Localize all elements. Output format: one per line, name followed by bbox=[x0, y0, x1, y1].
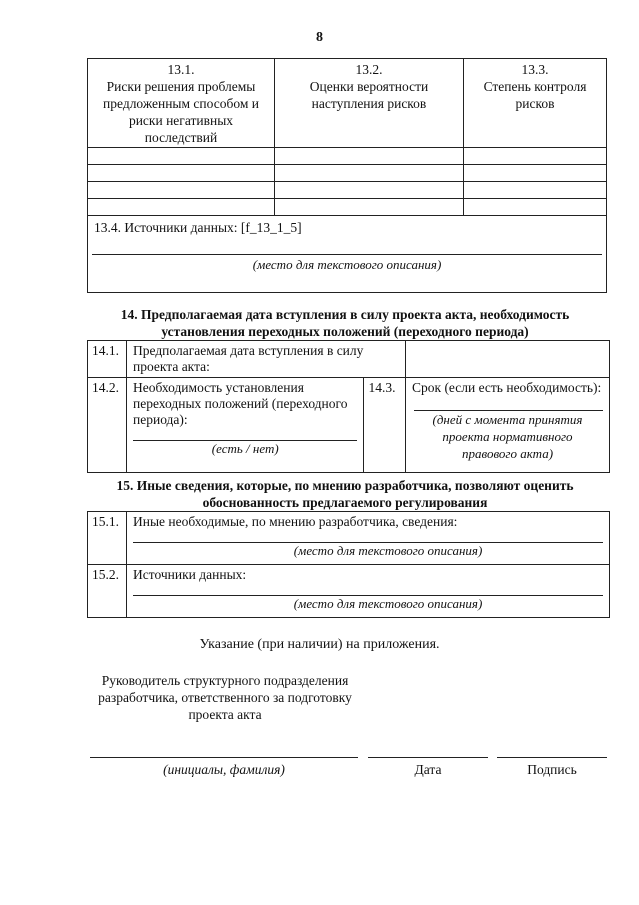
row-14-1-label: Предполагаемая дата вступления в силу проекта акта: bbox=[127, 341, 406, 378]
attachments-note: Указание (при наличии) на приложения. bbox=[199, 637, 440, 652]
row-14-2-label: Необходимость установления переходных положений (переходного периода): bbox=[133, 380, 348, 427]
term-input-line[interactable] bbox=[414, 396, 603, 411]
control-col-number: 13.3. bbox=[521, 62, 549, 77]
page-number: 8 bbox=[316, 30, 323, 45]
risks-col-header bbox=[88, 59, 275, 148]
control-col-title: Степень контроля рисков bbox=[483, 79, 587, 111]
table-cell[interactable] bbox=[88, 148, 275, 165]
table-row bbox=[88, 199, 607, 216]
table-row bbox=[88, 378, 610, 473]
name-signature-line[interactable] bbox=[90, 757, 358, 758]
row-14-2-number: 14.2. bbox=[88, 378, 127, 473]
row-15-2-label: Источники данных: bbox=[133, 567, 247, 582]
data-sources-cell bbox=[127, 565, 610, 618]
row-14-1-number: 14.1. bbox=[88, 341, 127, 378]
effective-date-table bbox=[87, 340, 610, 473]
other-info-input-line[interactable] bbox=[133, 530, 603, 543]
name-caption: (инициалы, фамилия) bbox=[163, 762, 285, 777]
row-14-3-label: Срок (если есть необходимость): bbox=[412, 380, 602, 395]
section-15-title: 15. Иные сведения, которые, по мнению разработчика, позволяют оценить обоснованность предлагаемого регулирования bbox=[116, 478, 574, 510]
table-row bbox=[88, 512, 610, 565]
sources-input-line[interactable] bbox=[92, 236, 602, 255]
risks-table bbox=[87, 58, 607, 293]
row-15-1-number: 15.1. bbox=[88, 512, 127, 565]
sign-caption: Подпись bbox=[527, 762, 577, 777]
table-cell[interactable] bbox=[88, 182, 275, 199]
data-sources-input-line[interactable] bbox=[133, 583, 603, 596]
row-15-1-label: Иные необходимые, по мнению разработчика, сведения: bbox=[133, 514, 458, 529]
table-cell[interactable] bbox=[464, 165, 607, 182]
other-info-placeholder: (место для текстового описания) bbox=[293, 543, 483, 558]
sources-placeholder: (место для текстового описания) bbox=[252, 257, 442, 272]
transition-cell bbox=[127, 378, 364, 473]
table-row bbox=[88, 148, 607, 165]
date-caption: Дата bbox=[414, 762, 442, 777]
control-col-header bbox=[464, 59, 607, 148]
sources-cell bbox=[88, 216, 607, 293]
term-cell bbox=[406, 378, 610, 473]
row-15-2-number: 15.2. bbox=[88, 565, 127, 618]
risks-col-number: 13.1. bbox=[167, 62, 195, 77]
table-cell[interactable] bbox=[275, 165, 464, 182]
table-cell[interactable] bbox=[275, 182, 464, 199]
table-cell[interactable] bbox=[464, 148, 607, 165]
transition-input-line[interactable] bbox=[133, 428, 357, 441]
sources-label: 13.4. Источники данных: [f_13_1_5] bbox=[94, 220, 302, 235]
probability-col-header bbox=[275, 59, 464, 148]
table-row bbox=[88, 565, 610, 618]
table-cell[interactable] bbox=[88, 165, 275, 182]
table-cell[interactable] bbox=[275, 199, 464, 216]
table-row bbox=[88, 182, 607, 199]
risks-col-title: Риски решения проблемы предложенным способом и риски негативных последствий bbox=[103, 79, 259, 145]
sources-row bbox=[88, 216, 607, 293]
row-14-3-number: 14.3. bbox=[364, 378, 406, 473]
effective-date-field[interactable] bbox=[406, 341, 610, 378]
table-cell[interactable] bbox=[88, 199, 275, 216]
probability-col-number: 13.2. bbox=[355, 62, 383, 77]
table-row bbox=[88, 341, 610, 378]
section-14-title: 14. Предполагаемая дата вступления в силу проекта акта, необходимость установления переходных положений (переходного периода) bbox=[120, 307, 570, 339]
table-row bbox=[88, 165, 607, 182]
table-cell[interactable] bbox=[464, 199, 607, 216]
table-cell[interactable] bbox=[464, 182, 607, 199]
data-sources-placeholder: (место для текстового описания) bbox=[293, 596, 483, 611]
table-cell[interactable] bbox=[275, 148, 464, 165]
other-info-table bbox=[87, 511, 610, 618]
probability-col-title: Оценки вероятности наступления рисков bbox=[309, 79, 429, 111]
signatory-position: Руководитель структурного подразделения разработчика, ответственного за подготовку проекта акта bbox=[98, 673, 352, 722]
transition-caption: (есть / нет) bbox=[211, 441, 279, 456]
date-signature-line[interactable] bbox=[368, 757, 488, 758]
risks-table-header bbox=[88, 59, 607, 148]
sign-signature-line[interactable] bbox=[497, 757, 607, 758]
term-caption: (дней с момента принятия проекта нормативного правового акта) bbox=[432, 412, 583, 461]
other-info-cell bbox=[127, 512, 610, 565]
